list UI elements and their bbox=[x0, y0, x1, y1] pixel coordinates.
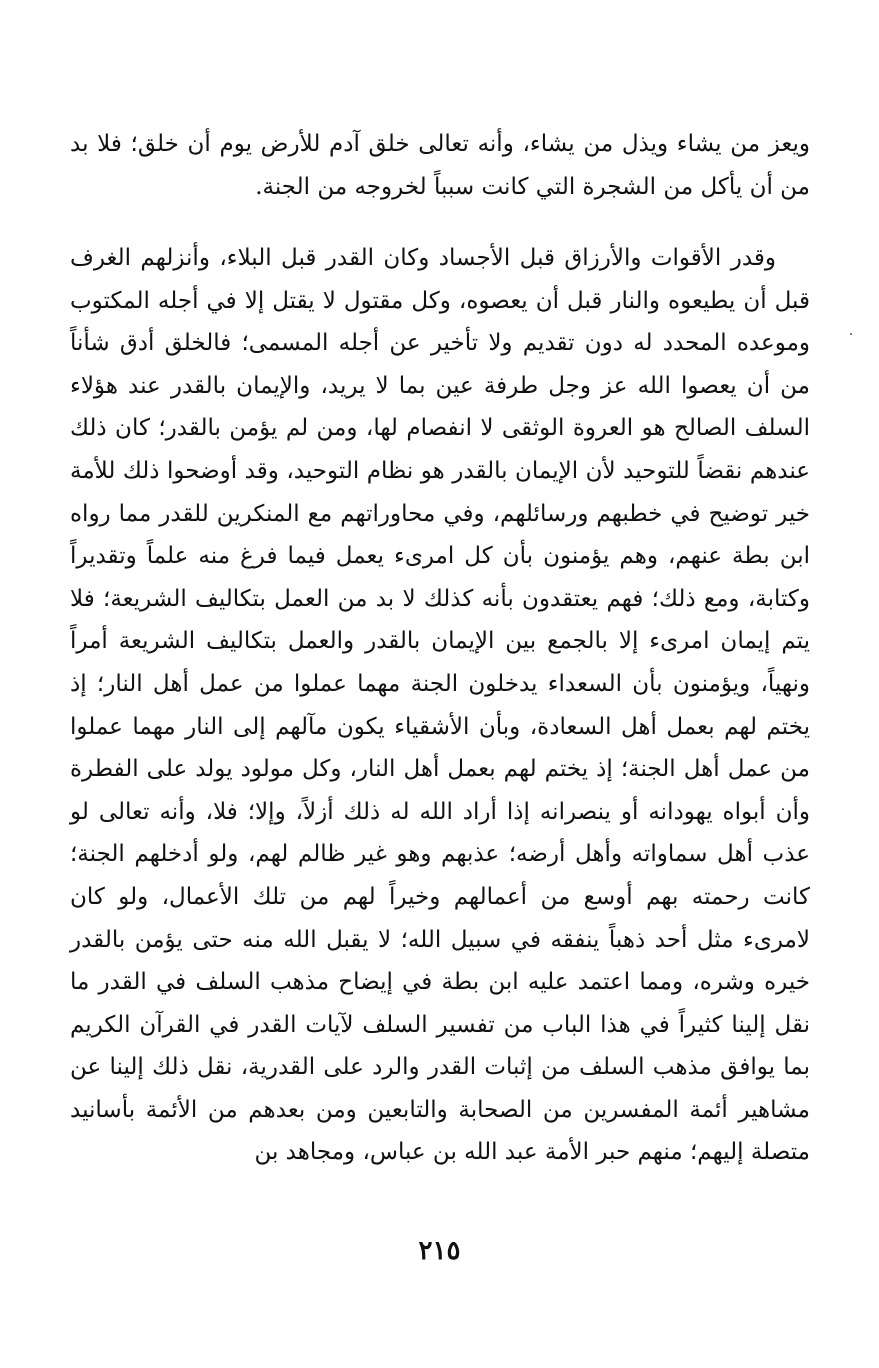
body-paragraph-2: وقدر الأقوات والأرزاق قبل الأجساد وكان القدر قبل البلاء، وأنزلهم الغرف قبل أن يطيعوه والنار قبل أن يعصوه، وكل مقتول لا يقتل إلا في أجله المكتوب وموعده المحدد له دون تقديم ولا تأخير عن أجله المسمى؛ فالخلق أدق شأناً من أن يعصوا الله عز وجل طرفة عين بما لا يريد، والإيمان بالقدر عند هؤلاء السلف الصالح هو العروة الوثقى لا انفصام لها، ومن لم يؤمن بالقدر؛ كان ذلك عندهم نقضاً للتوحيد لأن الإيمان بالقدر هو نظام التوحيد، وقد أوضحوا ذلك للأمة خير توضيح في خطبهم ورسائلهم، وفي محاوراتهم مع المنكرين للقدر مما رواه ابن بطة عنهم، وهم يؤمنون بأن كل امرىء يعمل فيما فرغ منه علماً وتقديراً وكتابة، ومع ذلك؛ فهم يعتقدون بأنه كذلك لا بد من العمل بتكاليف الشريعة؛ فلا يتم إيمان امرىء إلا بالجمع بين الإيمان بالقدر والعمل بتكاليف الشريعة أمراً ونهياً، ويؤمنون بأن السعداء يدخلون الجنة مهما عملوا من عمل أهل النار؛ إذ يختم لهم بعمل أهل السعادة، وبأن الأشقياء يكون مآلهم إلى النار مهما عملوا من عمل أهل الجنة؛ إذ يختم لهم بعمل أهل النار، وكل مولود يولد على الفطرة وأن أبواه يهودانه أو ينصرانه إذا أراد الله له ذلك أزلاً، وإلا؛ فلا، وأنه تعالى لو عذب أهل سماواته وأهل أرضه؛ عذبهم وهو غير ظالم لهم، ولو أدخلهم الجنة؛ كانت رحمته بهم أوسع من أعمالهم وخيراً لهم من تلك الأعمال، ولو كان لامرىء مثل أحد ذهباً ينفقه في سبيل الله؛ لا يقبل الله منه حتى يؤمن بالقدر خيره وشره، ومما اعتمد عليه ابن بطة في إيضاح مذهب السلف في القدر ما نقل إلينا كثيراً في هذا الباب من تفسير السلف لآيات القدر في القرآن الكريم بما يوافق مذهب السلف من إثبات القدر والرد على القدرية، نقل ذلك إلينا عن مشاهير أئمة المفسرين من الصحابة والتابعين ومن بعدهم من الأئمة بأسانيد متصلة إليهم؛ منهم حبر الأمة عبد الله بن عباس، ومجاهد بن bbox=[70, 245, 810, 1166]
body-paragraph-1: ويعز من يشاء ويذل من يشاء، وأنه تعالى خلق آدم للأرض يوم أن خلق؛ فلا بد من أن يأكل من الشجرة التي كانت سبباً لخروجه من الجنة. bbox=[70, 131, 810, 200]
scan-speck bbox=[850, 333, 852, 335]
page-number: ٢١٥ bbox=[418, 1236, 461, 1266]
